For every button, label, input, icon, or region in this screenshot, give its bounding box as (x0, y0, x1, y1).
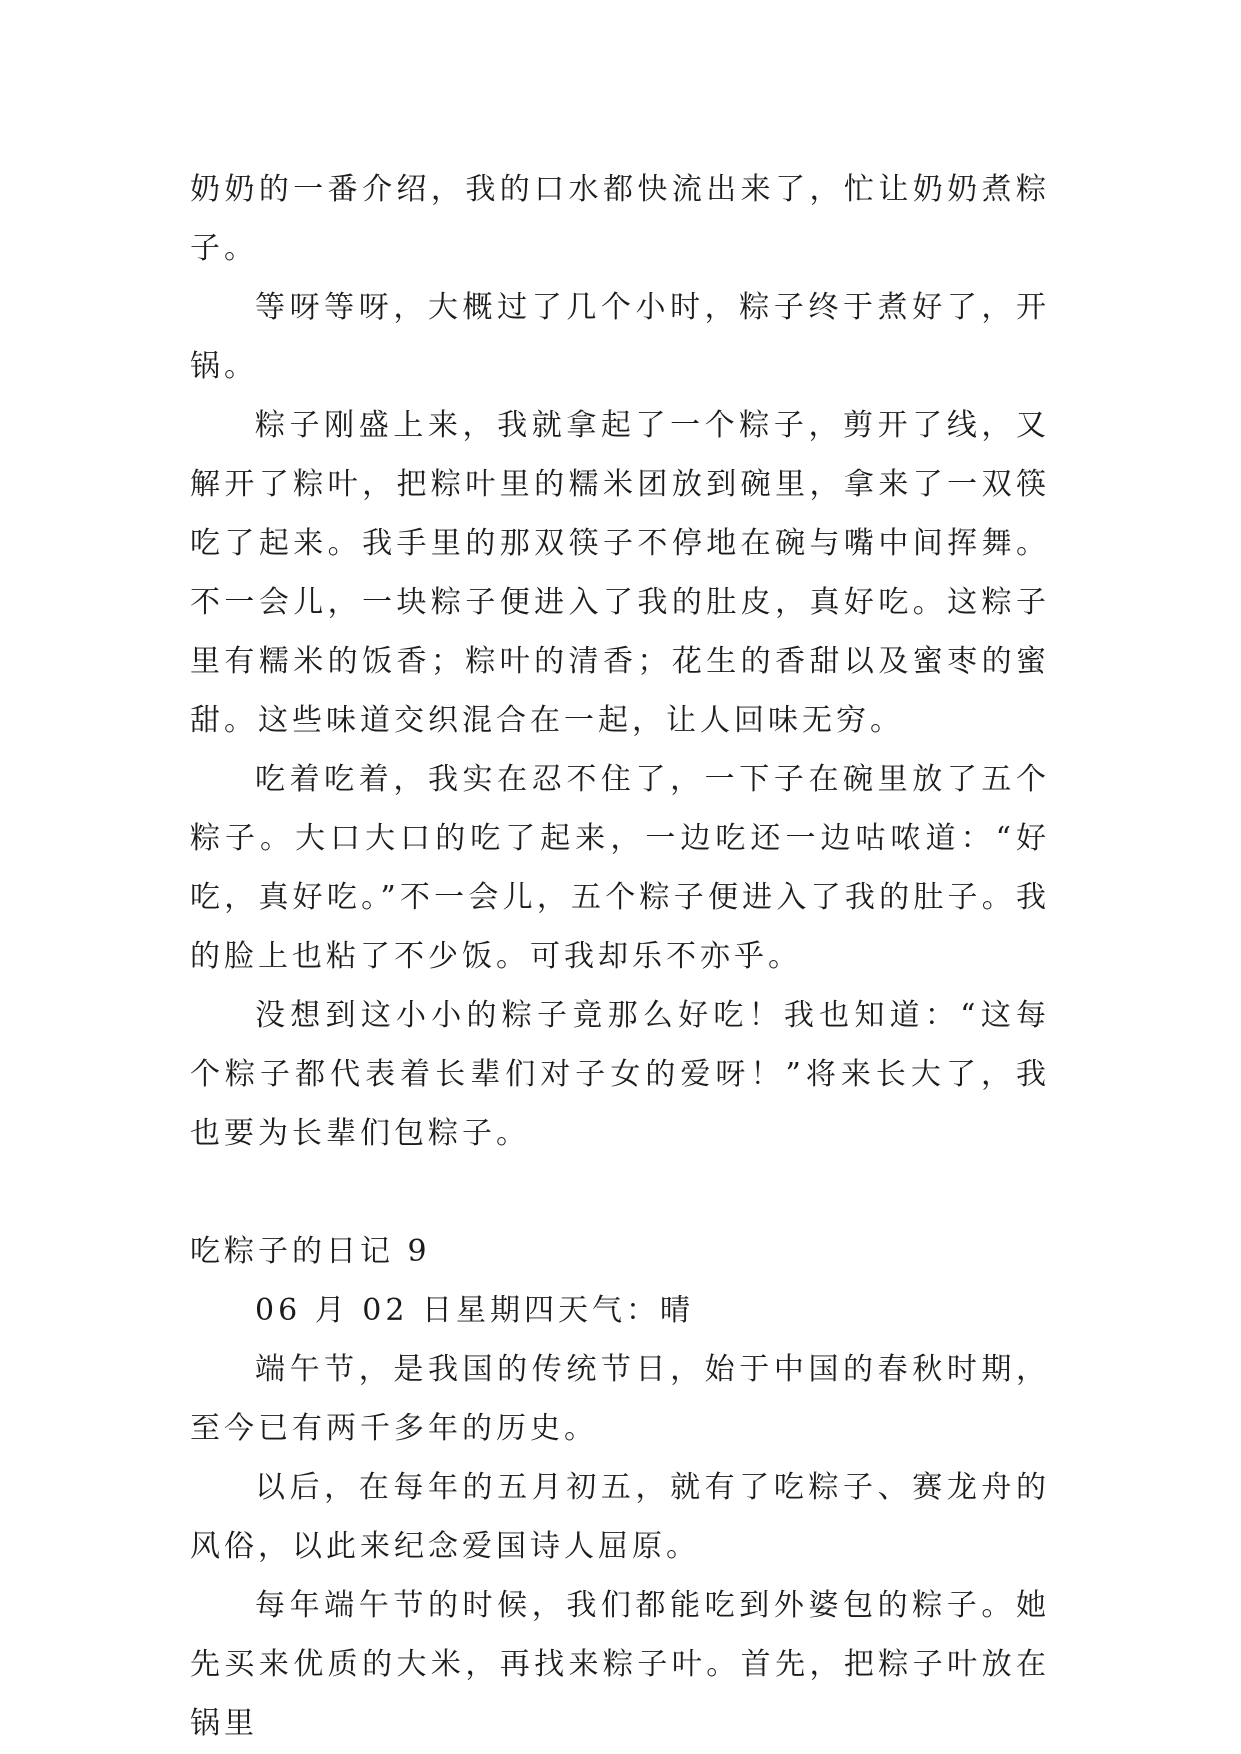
paragraph: 吃着吃着，我实在忍不住了，一下子在碗里放了五个粽子。大口大口的吃了起来，一边吃还一边咕哝道：“好吃，真好吃。”不一会儿，五个粽子便进入了我的肚子。我的脸上也粘了不少饭。可我却乐不亦乎。 (190, 762, 1050, 974)
paragraph: 粽子刚盛上来，我就拿起了一个粽子，剪开了线，又解开了粽叶，把粽叶里的糯米团放到碗里，拿来了一双筷吃了起来。我手里的那双筷子不停地在碗与嘴中间挥舞。不一会儿，一块粽子便进入了我的肚皮，真好吃。这粽子里有糯米的饭香；粽叶的清香；花生的香甜以及蜜枣的蜜甜。这些味道交织混合在一起，让人回味无穷。 (190, 408, 1050, 738)
paragraph: 以后，在每年的五月初五，就有了吃粽子、赛龙舟的风俗，以此来纪念爱国诗人屈原。 (190, 1470, 1050, 1564)
paragraph-continuation: 奶奶的一番介绍，我的口水都快流出来了，忙让奶奶煮粽子。 (190, 172, 1050, 266)
paragraph: 端午节，是我国的传统节日，始于中国的春秋时期，至今已有两千多年的历史。 (190, 1352, 1050, 1446)
section-title: 吃粽子的日记 9 (190, 1234, 431, 1269)
date-line: 06 月 02 日星期四天气：晴 (255, 1293, 694, 1328)
paragraph: 没想到这小小的粽子竟那么好吃！我也知道：“这每个粽子都代表着长辈们对子女的爱呀！”将来长大了，我也要为长辈们包粽子。 (190, 998, 1050, 1151)
document-body (190, 160, 1050, 1753)
paragraph: 每年端午节的时候，我们都能吃到外婆包的粽子。她先买来优质的大米，再找来粽子叶。首先，把粽子叶放在锅里 (190, 1588, 1050, 1741)
paragraph: 等呀等呀，大概过了几个小时，粽子终于煮好了，开锅。 (190, 290, 1050, 384)
